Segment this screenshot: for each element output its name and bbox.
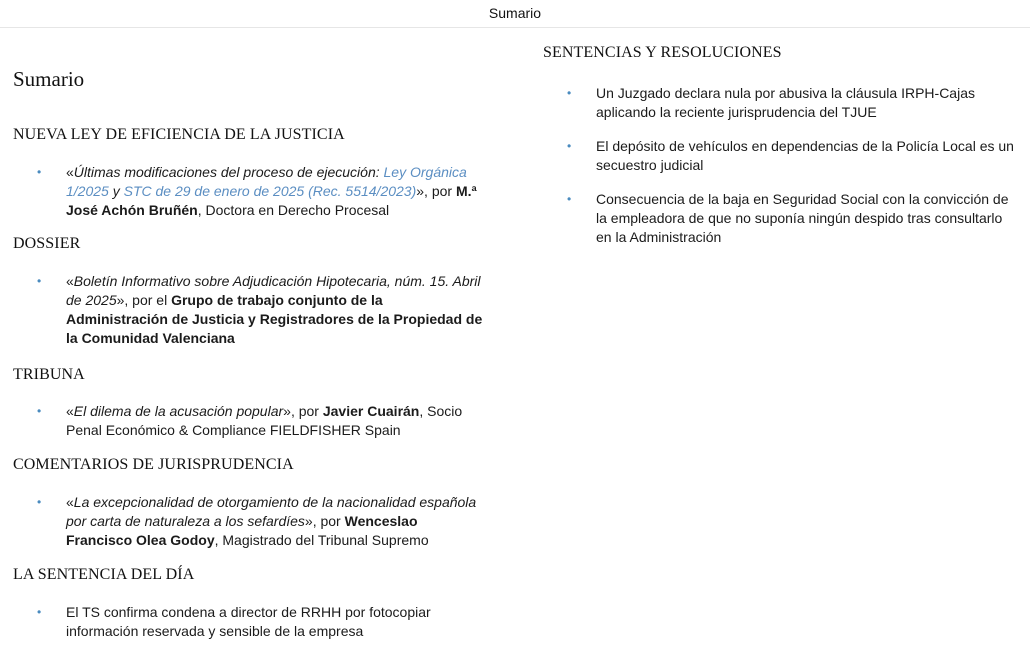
article-title: Boletín Informativo sobre Adjudicación Hipotecaria, núm. 15. Abril de 2025 bbox=[66, 273, 481, 308]
right-column bbox=[543, 42, 1018, 262]
article-title: Últimas modificaciones del proceso de ejecución: bbox=[73, 164, 384, 180]
bullet-icon: • bbox=[567, 192, 572, 206]
bullet-icon: • bbox=[37, 404, 42, 418]
section-heading-dossier: DOSSIER bbox=[13, 235, 81, 252]
list-tribuna bbox=[13, 402, 483, 440]
list-item[interactable] bbox=[543, 84, 1018, 122]
list-nueva-ley bbox=[13, 163, 483, 220]
bullet-icon: • bbox=[37, 165, 42, 179]
bullet-icon: • bbox=[37, 605, 42, 619]
section-heading-nueva-ley: NUEVA LEY DE EFICIENCIA DE LA JUSTICIA bbox=[13, 126, 345, 143]
section-heading-sentencia-dia: LA SENTENCIA DEL DÍA bbox=[13, 566, 195, 583]
author-name: Wenceslao Francisco Olea Godoy bbox=[66, 513, 418, 548]
list-item[interactable] bbox=[543, 137, 1018, 175]
article-title: Un Juzgado declara nula por abusiva la cláusula IRPH-Cajas aplicando la reciente jurisprudencia del TJUE bbox=[596, 85, 975, 120]
article-title: La excepcionalidad de otorgamiento de la nacionalidad española por carta de naturaleza a los sefardíes bbox=[66, 494, 477, 529]
list-comentarios bbox=[13, 493, 483, 550]
list-item[interactable] bbox=[13, 603, 483, 641]
list-item[interactable]: • «El dilema de la acusación popular», por Javier Cuairán, Socio Penal Económico & Compliance FIELDFISHER Spain bbox=[37, 403, 463, 438]
article-title: El dilema de la acusación popular bbox=[73, 403, 284, 419]
link-stc[interactable]: STC de 29 de enero de 2025 (Rec. 5514/2023) bbox=[123, 183, 417, 199]
author-name: Grupo de trabajo conjunto de la Administración de Justicia y Registradores de la Propiedad de la Comunidad Valenciana bbox=[66, 292, 483, 346]
author-name: Javier Cuairán bbox=[322, 403, 420, 419]
section-heading-tribuna: TRIBUNA bbox=[13, 366, 85, 383]
page-title: Sumario bbox=[13, 67, 85, 91]
top-bar bbox=[0, 0, 1030, 28]
article-title: Consecuencia de la baja en Seguridad Social con la convicción de la empleadora de que no suponía ningún despido tras consultarlo en la Administración bbox=[596, 191, 1009, 245]
author-role: , Doctora en Derecho Procesal bbox=[197, 202, 390, 218]
bullet-icon: • bbox=[37, 495, 42, 509]
window-title: Sumario bbox=[488, 5, 542, 21]
list-item[interactable]: • «Últimas modificaciones del proceso de ejecución: Ley Orgánica 1/2025 y STC de 29 de enero de 2025 (Rec. 5514/2023)», por M.ª José Achón Bruñén, Doctora en Derecho Procesal bbox=[37, 164, 477, 218]
list-dossier bbox=[13, 272, 483, 348]
bullet-icon: • bbox=[567, 86, 572, 100]
section-heading-comentarios: COMENTARIOS DE JURISPRUDENCIA bbox=[13, 456, 294, 473]
section-heading-sentencias: SENTENCIAS Y RESOLUCIONES bbox=[543, 44, 782, 61]
author-role: , Socio Penal Económico & Compliance FIELDFISHER Spain bbox=[66, 403, 463, 438]
list-sentencias bbox=[543, 84, 1018, 247]
bullet-icon: • bbox=[567, 139, 572, 153]
article-title: El depósito de vehículos en dependencias de la Policía Local es un secuestro judicial bbox=[596, 138, 1014, 173]
list-item[interactable]: • «Boletín Informativo sobre Adjudicación Hipotecaria, núm. 15. Abril de 2025», por el Grupo de trabajo conjunto de la Administración de Justicia y Registradores de la Propiedad de la Comunidad Valenciana bbox=[37, 273, 483, 346]
link-ley-organica[interactable]: Ley Orgánica 1/2025 bbox=[66, 164, 467, 199]
list-item[interactable] bbox=[543, 190, 1018, 247]
left-column bbox=[13, 60, 483, 641]
list-sentencia-dia bbox=[13, 603, 483, 641]
article-title: El TS confirma condena a director de RRHH por fotocopiar información reservada y sensible de la empresa bbox=[66, 604, 431, 639]
bullet-icon: • bbox=[37, 274, 42, 288]
author-name: M.ª José Achón Bruñén bbox=[66, 183, 477, 218]
list-item[interactable]: • «La excepcionalidad de otorgamiento de la nacionalidad española por carta de naturaleza a los sefardíes», por Wenceslao Francisco Olea Godoy, Magistrado del Tribunal Supremo bbox=[37, 494, 477, 548]
author-role: , Magistrado del Tribunal Supremo bbox=[214, 532, 429, 548]
